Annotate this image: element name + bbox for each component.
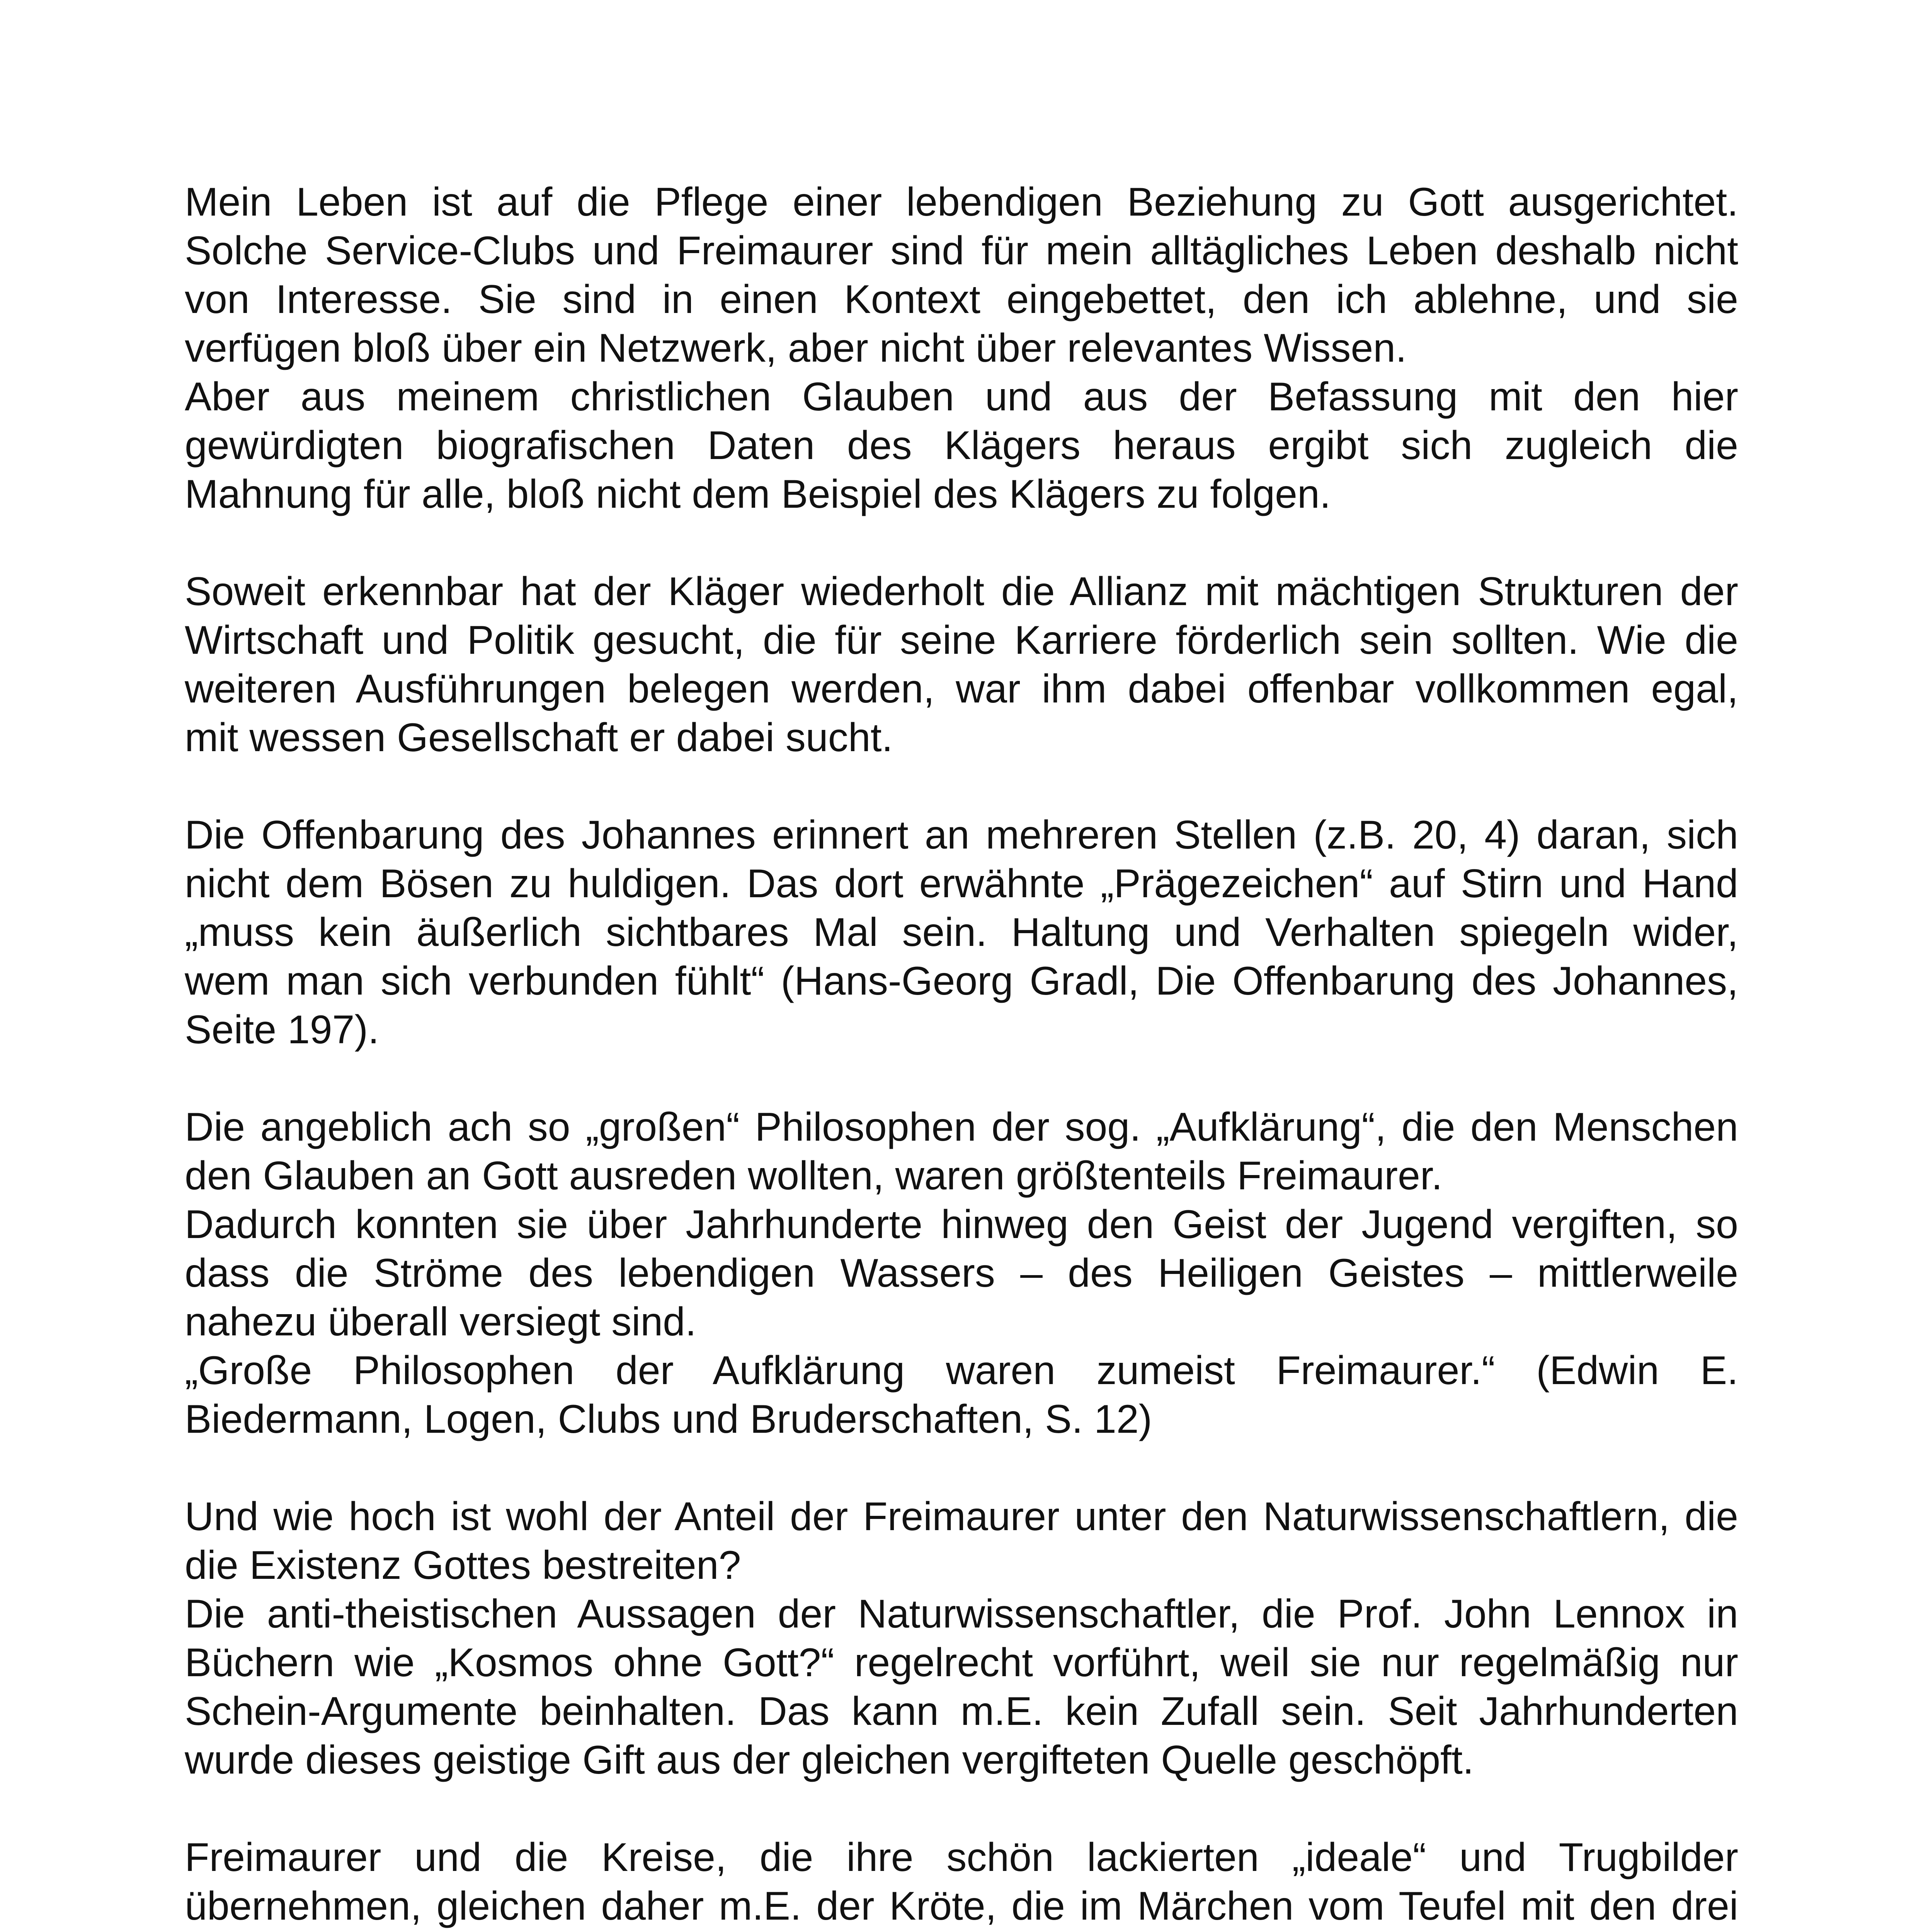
paragraph (185, 1103, 1738, 1444)
text-line: weiteren Ausführungen belegen werden, war ihm dabei offenbar vollkommen egal, (185, 667, 1738, 711)
text-line: mit wessen Gesellschaft er dabei sucht. (185, 715, 893, 760)
text-line: Mein Leben ist auf die Pflege einer lebendigen Beziehung zu Gott ausgerichtet. (185, 180, 1738, 224)
body-text (185, 178, 1738, 1932)
text-line: Seite 197). (185, 1007, 379, 1052)
text-line: Aber aus meinem christlichen Glauben und aus der Befassung mit den hier (185, 374, 1738, 419)
text-line: den Glauben an Gott ausreden wollten, waren größtenteils Freimaurer. (185, 1153, 1443, 1198)
text-line: Wirtschaft und Politik gesucht, die für seine Karriere förderlich sein sollten. Wie die (185, 618, 1738, 663)
text-line: von Interesse. Sie sind in einen Kontext eingebettet, den ich ablehne, und sie (185, 277, 1738, 322)
text-line: „muss kein äußerlich sichtbares Mal sein. Haltung und Verhalten spiegeln wider, (185, 910, 1738, 955)
text-line: Die Offenbarung des Johannes erinnert an mehreren Stellen (z.B. 20, 4) daran, sich (185, 813, 1738, 857)
text-line: Solche Service-Clubs und Freimaurer sind für mein alltägliches Leben deshalb nicht (185, 228, 1738, 273)
paragraph (185, 567, 1738, 762)
text-line: übernehmen, gleichen daher m.E. der Kröte, die im Märchen vom Teufel mit den drei (185, 1884, 1738, 1929)
text-line: Biedermann, Logen, Clubs und Bruderschaften, S. 12) (185, 1397, 1152, 1442)
text-line: Schein-Argumente beinhalten. Das kann m.E. kein Zufall sein. Seit Jahrhunderten (185, 1689, 1738, 1734)
paragraph (185, 811, 1738, 1054)
text-line: nahezu überall versiegt sind. (185, 1299, 696, 1344)
text-line: Mahnung für alle, bloß nicht dem Beispiel des Klägers zu folgen. (185, 472, 1331, 517)
text-line: die Existenz Gottes bestreiten? (185, 1543, 741, 1588)
text-line: Die angeblich ach so „großen“ Philosophen der sog. „Aufklärung“, die den Menschen (185, 1105, 1738, 1150)
paragraph (185, 1833, 1738, 1932)
text-line: verfügen bloß über ein Netzwerk, aber nicht über relevantes Wissen. (185, 326, 1407, 371)
text-line: gewürdigten biografischen Daten des Klägers heraus ergibt sich zugleich die (185, 423, 1738, 468)
paragraph (185, 1492, 1738, 1784)
text-line: Soweit erkennbar hat der Kläger wiederholt die Allianz mit mächtigen Strukturen der (185, 569, 1738, 614)
text-line: nicht dem Bösen zu huldigen. Das dort erwähnte „Prägezeichen“ auf Stirn und Hand (185, 861, 1738, 906)
text-line: Dadurch konnten sie über Jahrhunderte hinweg den Geist der Jugend vergiften, so (185, 1202, 1738, 1247)
text-line: wurde dieses geistige Gift aus der gleichen vergifteten Quelle geschöpft. (185, 1738, 1474, 1782)
text-line: wem man sich verbunden fühlt“ (Hans-Georg Gradl, Die Offenbarung des Johannes, (185, 959, 1738, 1003)
text-line: „Große Philosophen der Aufklärung waren zumeist Freimaurer.“ (Edwin E. (185, 1348, 1738, 1393)
text-line: Und wie hoch ist wohl der Anteil der Freimaurer unter den Naturwissenschaftlern, die (185, 1494, 1738, 1539)
text-line: Die anti-theistischen Aussagen der Naturwissenschaftler, die Prof. John Lennox in (185, 1592, 1738, 1636)
text-line: Freimaurer und die Kreise, die ihre schön lackierten „ideale“ und Trugbilder (185, 1835, 1738, 1880)
text-line: Büchern wie „Kosmos ohne Gott?“ regelrecht vorführt, weil sie nur regelmäßig nur (185, 1640, 1738, 1685)
text-line: dass die Ströme des lebendigen Wassers – des Heiligen Geistes – mittlerweile (185, 1251, 1738, 1296)
paragraph (185, 178, 1738, 519)
text-line (185, 1930, 1738, 1932)
